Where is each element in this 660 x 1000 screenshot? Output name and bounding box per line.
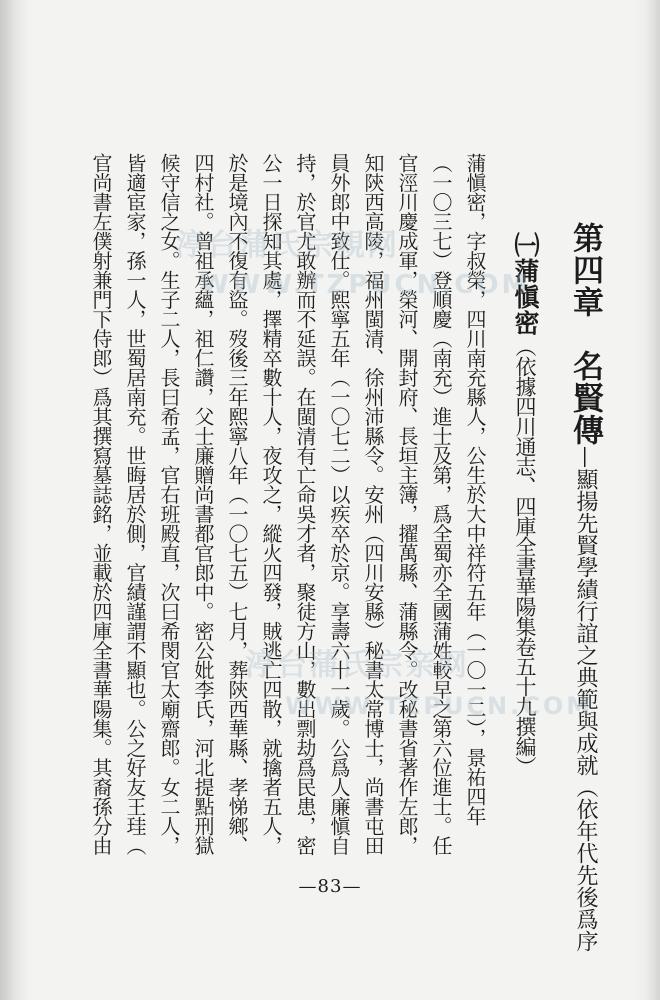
body-column-6: 持，於官尤敢辦而不延誤。在閩清有亡命吳才者，聚徒方山，數出剽劫爲民患，密 (293, 153, 317, 855)
body-column-5: 員外郎中致仕。熙寧五年（一〇七二）以疾卒於京。享壽六十一歲。公爲人廉愼自 (327, 153, 351, 855)
page-edge-shadow-right (636, 0, 660, 1000)
body-column-3: 官涇川慶成軍，榮河、開封府、長垣主簿，擢萬縣、蒲縣令。改秘書省著作左郎， (395, 153, 419, 855)
body-column-12: 官尚書左僕射兼門下侍郎）爲其撰寫墓誌銘，並載於四庫全書華陽集。其裔孫分由 (89, 153, 113, 855)
body-column-9: 四村社。曾祖承蘊，祖仁讚，父士廉贈尚書都官郎中。密公妣李氏，河北提點刑獄 (191, 153, 215, 855)
section-source-note: （依據四川通志、四庫全書華陽集卷五十九撰編） (513, 336, 537, 776)
page-number: —83— (298, 876, 362, 897)
body-column-8: 於是境內不復有盜。歿後三年熙寧八年（一〇七五）七月，葬陝西華縣、孝悌鄉、 (225, 153, 249, 855)
body-column-4: 知陝西高陵，福州閩清、徐州沛縣令。安州（四川安縣）秘書太常博士，尚書屯田 (361, 153, 385, 855)
watermark-url: WWW.TZPUCN.COM (285, 692, 594, 720)
body-column-1: 蒲愼密，字叔榮，四川南充縣人，公生於大中祥符五年（一〇一二），景祐四年 (463, 153, 487, 826)
body-column-7: 公一日探知其處，擇精卒數十人，夜攻之，縱火四發，賊逃亡四散，就擒者五人， (259, 153, 283, 855)
chapter-title: 第四章 名賢傳 (567, 222, 603, 446)
body-column-10: 候守信之女。生子二人，長曰希孟，官右班殿直，次曰希閔官太廟齋郎。女二人， (157, 153, 181, 855)
chapter-title-column (567, 222, 603, 952)
page-gutter-shadow-left (0, 0, 30, 1000)
section-heading-column (513, 232, 538, 776)
body-column-2: （一〇三七）登順慶（南充）進士及第，爲全蜀亦全國蒲姓較早之第六位進士。任 (429, 153, 453, 855)
chapter-subtitle: —顯揚先賢學績行誼之典範與成就（依年代先後爲序 (573, 446, 598, 952)
body-column-11: 皆適宦家，孫一人，世蜀居南充。世晦居於側，官績謹謂不顯也。公之好友王珪（ (123, 153, 147, 855)
section-heading: ㈠蒲愼密 (511, 232, 540, 336)
watermark-text: 渟台蒲氏宗亲网 (245, 648, 469, 683)
watermark-text: 渟台蒲氏宗親网 (175, 228, 399, 263)
watermark-url: WWW.TZPUCN.COM (200, 270, 531, 300)
